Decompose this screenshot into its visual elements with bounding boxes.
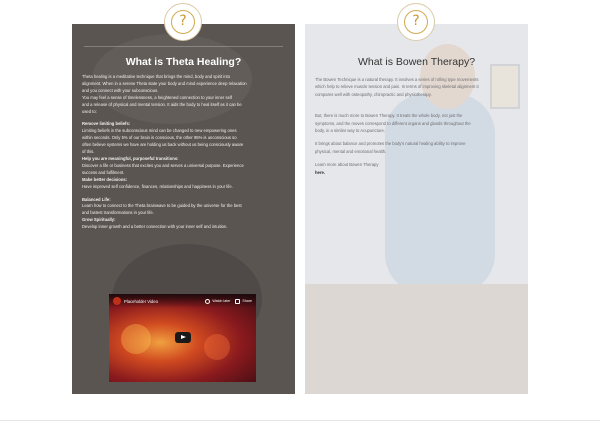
text-line: symptoms, and the moves correspond to different organs and glands throughout the [315,120,471,126]
video-player[interactable] [109,294,256,382]
video-header [109,294,256,308]
text-line: Have improved self confidence, finances, relationships and happiness in your life. [82,183,233,189]
section-heading: Help you are meaningful, purposeful transitions: [82,155,179,161]
divider [0,420,600,421]
text-line: Theta healing is a meditative technique that brings the mind, body and spirit into [82,74,231,79]
text-line: and a release of physical and mental tension. It aids the body to heal itself as it can be [82,101,242,107]
question-mark-icon: ? [404,10,428,34]
watch-later-button[interactable] [205,299,230,304]
text-line: compares well with osteopathy, chiropractic and physiotherapy. [315,91,432,97]
card-title: What is Bowen Therapy? [357,56,476,68]
share-label: Share [242,299,252,303]
text-line: within seconds. Only 5% of our brain is conscious, the other 95% is unconscious so [82,135,237,141]
share-button[interactable] [235,299,252,304]
theta-healing-card [72,24,295,394]
watch-later-label: Watch later [212,299,231,303]
divider [84,46,283,47]
section-heading: Make better decisions: [82,176,128,182]
text-line: Limiting beliefs in the subconscious mind can be changed to new empowering ones [82,128,237,134]
text-line: physical, mental and emotional health. [315,148,387,154]
text-line: But, there is much more to Bowen Therapy. It treats the whole body, not just the [315,113,463,119]
text-line: Develop inner growth and a better connection with your inner self and intuition. [82,224,228,230]
text-line: used to: [82,108,97,114]
text-line: and fastest transformations in your life. [82,210,154,216]
card-body [315,76,520,176]
question-mark-icon: ? [171,10,195,34]
text-line: Discover a life or business that excites you and serves a universal purpose. Experience [82,162,244,168]
text-line: You may feel a sense of timelessness, a heightened connection to your inner self [82,94,232,100]
text-line: and you connect with your subconscious. [82,87,159,93]
video-title: Placeholder Video [124,298,158,304]
text-line: It brings about balance and promotes the body's natural healing ability to improve [315,141,466,147]
text-line: success and fulfilment. [82,169,125,175]
text-line: body, in a similar way to Acupuncture. [315,128,385,134]
section-heading: Remove limiting beliefs: [82,121,131,127]
background-image [305,284,528,394]
question-badge-right [397,3,435,41]
text-line: of this. [82,149,95,155]
section-heading: Balanced Life: [82,196,111,202]
section-heading: Grow Spiritually: [82,217,116,223]
text-line: alignment. When in a serene Theta state your body and mind experience deep relaxation [82,80,247,86]
card-title: What is Theta Healing? [125,56,242,68]
question-badge-left [164,3,202,41]
text-line: Learn how to connect to the Theta brainwave to be guided by the universe for the best [82,203,242,209]
play-button[interactable] [175,332,191,343]
clock-icon [205,299,210,304]
learn-more-link[interactable]: here. [315,169,326,175]
text-line: which help to relieve muscle tension and pain. In terms of improving skeletal alignment it [315,84,479,90]
bowen-therapy-card [305,24,528,394]
text-line: The Bowen Technique is a natural therapy. It involves a series of rolling type movements [315,77,479,82]
channel-avatar [113,297,121,305]
card-body [82,74,287,231]
text-line: Learn more about Bowen Therapy [315,162,379,168]
text-line: often believe systems we have are holding us back without us being consciously aware [82,142,244,148]
share-icon [235,299,240,304]
